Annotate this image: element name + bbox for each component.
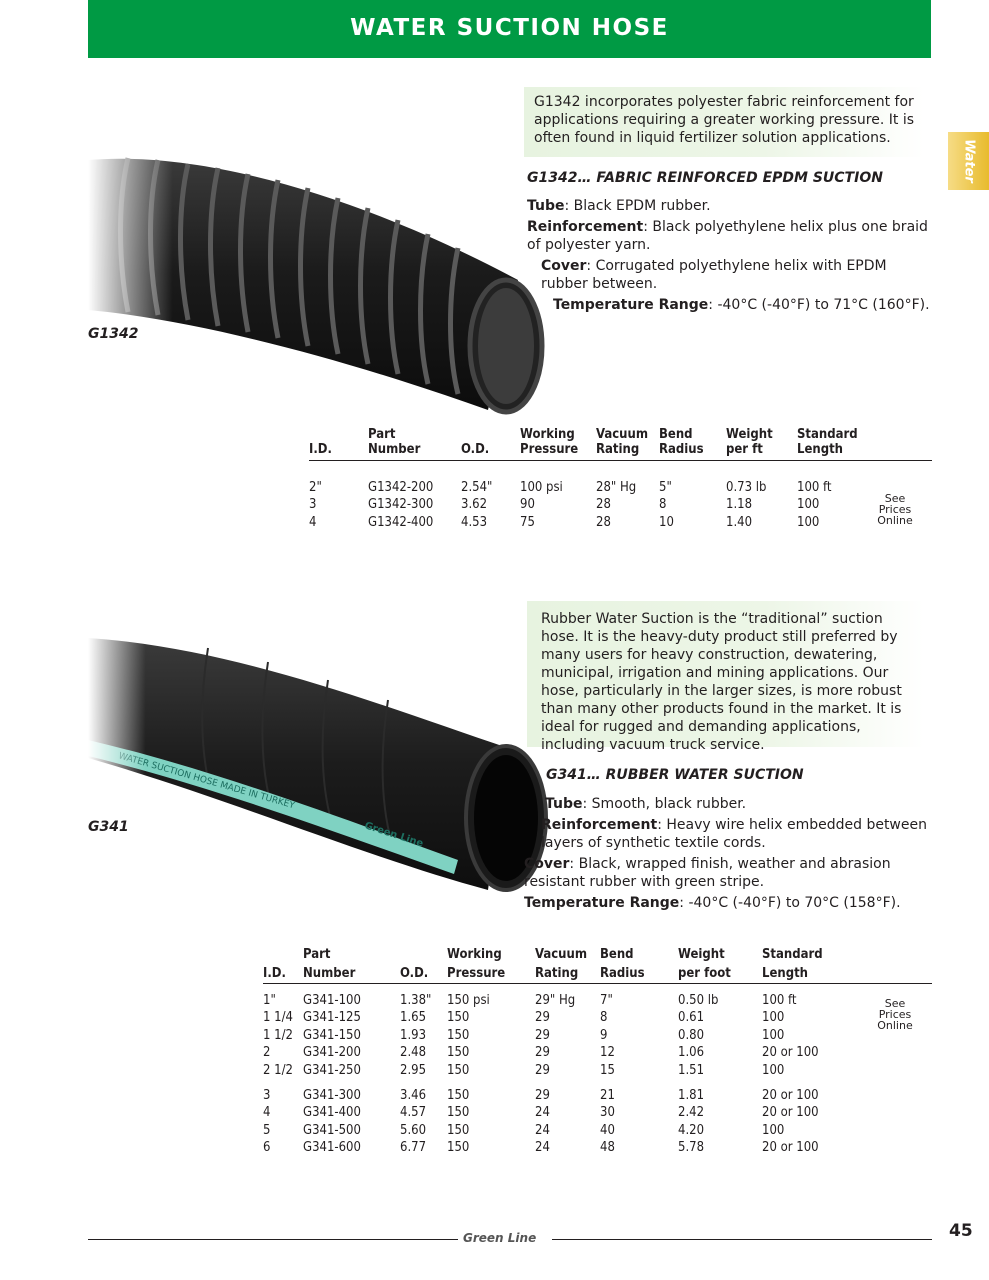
g1342-spec-tube: Tube: Black EPDM rubber. [527, 198, 711, 214]
g341-spec-cover: Cover: Black, wrapped finish, weather and abrasion resistant rubber with green stripe. [524, 856, 891, 890]
g1342-table-rule [309, 460, 932, 461]
g1342-cell: 1.40 [726, 515, 753, 530]
g341-cell: 3 [263, 1088, 271, 1103]
g341-cell: 6.77 [400, 1140, 427, 1155]
g341-cell: 48 [600, 1140, 615, 1155]
g341-cell: 100 [762, 1028, 785, 1043]
g341-cell: 20 or 100 [762, 1045, 819, 1060]
g1342-cell: 0.73 lb [726, 480, 767, 495]
g341-cell: 5.60 [400, 1123, 427, 1138]
g341-cell: 150 [447, 1045, 470, 1060]
g1342-heading: G1342… FABRIC REINFORCED EPDM SUCTION [527, 170, 883, 186]
g341-cell: 29" Hg [535, 993, 576, 1008]
g341-th-pressure-l1: Working [447, 947, 502, 962]
g341-cell: 29 [535, 1045, 550, 1060]
g341-cell: 1.51 [678, 1063, 705, 1078]
g341-cell: 29 [535, 1010, 550, 1025]
g341-cell: 30 [600, 1105, 615, 1120]
g341-cell: 12 [600, 1045, 615, 1060]
g1342-cell: 75 [520, 515, 535, 530]
g341-cell: G341-600 [303, 1140, 361, 1155]
g341-cell: 2 [263, 1045, 271, 1060]
g341-spec-tube: Tube: Smooth, black rubber. [545, 796, 747, 812]
g1342-cell: G1342-400 [368, 515, 434, 530]
g341-cell: 2.95 [400, 1063, 427, 1078]
g341-th-bend-l1: Bend [600, 947, 634, 962]
g341-th-od: O.D. [400, 966, 429, 981]
g341-cell: 29 [535, 1028, 550, 1043]
g341-spec-reinforcement: Reinforcement: Heavy wire helix embedded between layers of synthetic textile cords. [541, 817, 927, 851]
g341-cell: G341-500 [303, 1123, 361, 1138]
g1342-th-pressure-l1: Working [520, 427, 575, 442]
g341-th-pressure-l2: Pressure [447, 966, 506, 981]
g341-cell: 20 or 100 [762, 1105, 819, 1120]
g341-th-part-l1: Part [303, 947, 331, 962]
g1342-cell: 10 [659, 515, 674, 530]
g341-cell: 1.93 [400, 1028, 427, 1043]
g341-cell: 0.80 [678, 1028, 705, 1043]
g341-cell: G341-150 [303, 1028, 361, 1043]
g1342-th-bend-l2: Radius [659, 442, 704, 457]
g341-cell: 0.50 lb [678, 993, 719, 1008]
g341-cell: 150 [447, 1123, 470, 1138]
g341-cell: 3.46 [400, 1088, 427, 1103]
g341-cell: G341-100 [303, 993, 361, 1008]
footer-brand: Green Line [463, 1231, 537, 1245]
g1342-caption: G1342 [88, 326, 139, 342]
g341-description: Rubber Water Suction is the “traditional” suction hose. It is the heavy-duty product still preferred by many users for heavy construction, dewatering, municipal, irrigation and mining applications. Our hose, particularly in the larger sizes, is more robust than many other products found in the market. It is ideal for rugged and demanding applications, including vacuum truck service. [541, 611, 902, 753]
g1342-cell: 100 [797, 515, 820, 530]
g341-cell: 150 [447, 1088, 470, 1103]
g1342-cell: 4 [309, 515, 317, 530]
g1342-spec-cover: Cover: Corrugated polyethylene helix with EPDM rubber between. [541, 258, 887, 292]
g341-cell: G341-125 [303, 1010, 361, 1025]
g341-cell: 29 [535, 1063, 550, 1078]
g341-cell: 1.81 [678, 1088, 705, 1103]
g1342-cell: 8 [659, 497, 667, 512]
g1342-spec-reinforcement: Reinforcement: Black polyethylene helix plus one braid of polyester yarn. [527, 219, 928, 253]
g1342-spec-temperature: Temperature Range: -40°C (-40°F) to 71°C (160°F). [553, 297, 930, 313]
g341-cell: G341-250 [303, 1063, 361, 1078]
g341-cell: 24 [535, 1105, 550, 1120]
g341-cell: 4 [263, 1105, 271, 1120]
g1342-cell: 28 [596, 497, 611, 512]
g341-cell: 4.20 [678, 1123, 705, 1138]
g1342-cell: 1.18 [726, 497, 753, 512]
g341-cell: 40 [600, 1123, 615, 1138]
g341-cell: 1 1/2 [263, 1028, 293, 1043]
g1342-th-part-l2: Number [368, 442, 421, 457]
g1342-th-part-l1: Part [368, 427, 396, 442]
g1342-cell: 3.62 [461, 497, 488, 512]
g1342-cell: 100 psi [520, 480, 563, 495]
g341-cell: 2 1/2 [263, 1063, 293, 1078]
g1342-cell: 100 ft [797, 480, 832, 495]
section-tab-water[interactable] [948, 132, 989, 190]
g341-cell: G341-300 [303, 1088, 361, 1103]
g1342-see-prices-note: See Prices Online [877, 492, 913, 527]
g1342-cell: G1342-300 [368, 497, 434, 512]
g341-cell: 20 or 100 [762, 1140, 819, 1155]
g341-cell: 8 [600, 1010, 608, 1025]
g1342-th-weight-l1: Weight [726, 427, 773, 442]
page-title: WATER SUCTION HOSE [350, 15, 669, 41]
g1342-description-box [524, 87, 924, 157]
g341-cell: 150 psi [447, 993, 490, 1008]
g341-cell: 100 ft [762, 993, 797, 1008]
g1342-cell: 4.53 [461, 515, 488, 530]
g341-heading: G341… RUBBER WATER SUCTION [546, 767, 804, 783]
g1342-hose-image [88, 140, 558, 430]
g341-cell: 2.48 [400, 1045, 427, 1060]
g341-cell: 150 [447, 1010, 470, 1025]
g1342-cell: 100 [797, 497, 820, 512]
g341-cell: 5 [263, 1123, 271, 1138]
g1342-th-weight-l2: per ft [726, 442, 763, 457]
g1342-cell: 3 [309, 497, 317, 512]
g1342-cell: 2" [309, 480, 322, 495]
g1342-cell: G1342-200 [368, 480, 434, 495]
g341-th-weight-l1: Weight [678, 947, 725, 962]
g341-th-length-l2: Length [762, 966, 809, 981]
g1342-th-length-l2: Length [797, 442, 844, 457]
g341-cell: 100 [762, 1010, 785, 1025]
section-tab-label: Water [961, 139, 976, 183]
g341-cell: 15 [600, 1063, 615, 1078]
g341-cell: 7" [600, 993, 613, 1008]
g1342-th-length-l1: Standard [797, 427, 858, 442]
g341-cell: 24 [535, 1123, 550, 1138]
g341-th-vacuum-l1: Vacuum [535, 947, 588, 962]
g341-cell: 2.42 [678, 1105, 705, 1120]
g341-th-length-l1: Standard [762, 947, 823, 962]
g341-cell: G341-200 [303, 1045, 361, 1060]
g341-cell: 150 [447, 1140, 470, 1155]
g1342-cell: 5" [659, 480, 672, 495]
g341-table-rule [263, 983, 932, 984]
g341-cell: 6 [263, 1140, 271, 1155]
g341-th-id: I.D. [263, 966, 286, 981]
g341-caption: G341 [88, 819, 129, 835]
g341-cell: 1" [263, 993, 276, 1008]
footer-rule-left [88, 1239, 458, 1240]
g341-cell: 1.65 [400, 1010, 427, 1025]
g341-cell: 100 [762, 1063, 785, 1078]
g341-th-part-l2: Number [303, 966, 356, 981]
g1342-cell: 90 [520, 497, 535, 512]
g1342-th-vacuum-l1: Vacuum [596, 427, 649, 442]
g341-cell: 150 [447, 1028, 470, 1043]
g341-cell: 4.57 [400, 1105, 427, 1120]
g341-cell: 150 [447, 1105, 470, 1120]
g341-cell: 24 [535, 1140, 550, 1155]
g341-cell: G341-400 [303, 1105, 361, 1120]
g1342-th-pressure-l2: Pressure [520, 442, 579, 457]
g1342-th-od: O.D. [461, 442, 490, 457]
g1342-cell: 2.54" [461, 480, 493, 495]
g1342-cell: 28 [596, 515, 611, 530]
g1342-cell: 28" Hg [596, 480, 637, 495]
g341-cell: 20 or 100 [762, 1088, 819, 1103]
g341-spec-temperature: Temperature Range: -40°C (-40°F) to 70°C (158°F). [524, 895, 901, 911]
g341-th-vacuum-l2: Rating [535, 966, 579, 981]
g341-th-bend-l2: Radius [600, 966, 645, 981]
g1342-th-bend-l1: Bend [659, 427, 693, 442]
g341-cell: 150 [447, 1063, 470, 1078]
g1342-description: G1342 incorporates polyester fabric reinforcement for applications requiring a greater working pressure. It is often found in liquid fertilizer solution applications. [534, 94, 915, 146]
g341-cell: 100 [762, 1123, 785, 1138]
g1342-th-id: I.D. [309, 442, 332, 457]
page-number: 45 [949, 1221, 973, 1241]
g341-cell: 5.78 [678, 1140, 705, 1155]
g341-cell: 9 [600, 1028, 608, 1043]
page-banner [88, 0, 931, 58]
g341-hose-image [88, 628, 568, 898]
g341-th-weight-l2: per foot [678, 966, 731, 981]
g341-cell: 0.61 [678, 1010, 705, 1025]
footer-rule-right [552, 1239, 932, 1240]
g341-cell: 21 [600, 1088, 615, 1103]
g1342-th-vacuum-l2: Rating [596, 442, 640, 457]
g341-cell: 1 1/4 [263, 1010, 293, 1025]
g341-description-box [527, 601, 924, 753]
g341-cell: 29 [535, 1088, 550, 1103]
g341-cell: 1.38" [400, 993, 432, 1008]
g341-cell: 1.06 [678, 1045, 705, 1060]
g341-see-prices-note: See Prices Online [877, 997, 913, 1032]
